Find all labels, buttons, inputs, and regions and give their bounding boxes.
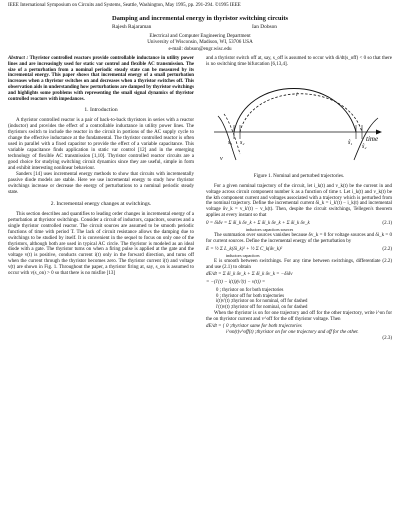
equation-2-1-body: 0 = δiδv = Σ δi_k δv_k + Σ δi_k δv_k + Σ δi_k δv_k (206, 221, 310, 227)
intro-paragraph-2: Sanders [14] uses incremental energy methods to show that circuits with incrementally passive diode models are stable. Here we use incremental energy to study how thyristor switchings increase or decrease the energy of perturbations to a nominal periodic steady state. (8, 172, 194, 196)
label-s2: s₂ (240, 139, 245, 146)
abstract-text: Thyristor controlled reactors provide controllable inductance in utility power lines and are increasingly used for static var control and flexible AC transmission. The size of a perturbation from a nominal periodic steady state can be measured by its incremental energy. This paper shows that incremental energy of a small perturbation increases when a thyristor switches on and decreases when a thyristor switches off. This observation aids in understanding how perturbations are damped by thyristor switchings and highlights some problems with representing the small signal dynamics of thyristor controlled reactors with impedances. (8, 56, 195, 102)
equation-2-3-top: dE/dt = { 0 ;thyristor same for both trajectories (206, 324, 302, 330)
nominal-current-curve (234, 88, 356, 132)
case-4: i'(t)v(t) ;thyristor off for nominal, on for dashed (216, 305, 308, 310)
right-column (206, 56, 392, 344)
case-2: 0 ; thyristor off for both trajectories (216, 293, 285, 299)
left-column (8, 56, 194, 278)
affiliation-email: e-mail: dobson@engr.wisc.edu (168, 45, 232, 52)
paper-title: Damping and incremental energy in thyristor switching circuits (111, 15, 289, 22)
label-current: i (296, 91, 298, 98)
section2-paragraph-1: This section describes and quantifies to leading order changes in incremental energy of a perturbation at thyristor switchings. Consider a circuit of inductors, capacitors, sources and a single thyristor controlled reactor. The circuit sources are assumed to be smooth periodic functions of time with period T. The lack of circuit resistance allows the damping due to switchings to be studied by itself. It is convenient in the sequel to focus on only one of the thyristors, although both are used in typical AC circle. The thyristor is modeled as an ideal diode with a gate. The thyristor turns on when a firing pulse is applied at the gate and the voltage v(t) is positive, conducts current i(t) only in the forward direction, and turns off when the current through the thyristor becomes zero. The thyristor current i(t) and voltage v(t) are shown in Fig. 1. Throughout the paper, a thyristor firing at, say, s_on is assumed to occur with v(s_on) > 0 so that there is no misfire [13] (8, 211, 194, 277)
right-paragraph-3: E is smooth between switchings. For any time between switchings, differentiate (2.2) and use (2.1) to obtain (206, 258, 392, 270)
case-1: 0 ; thyristor on for both trajectories (216, 288, 284, 294)
label-voltage: v (220, 155, 223, 162)
case-3: i(t)v'(t) ;thyristor on for nominal, off for dashed (216, 299, 308, 305)
derivative-line-1: dE/dt = Σ δi_k δv_k + Σ δi_k δv_k = −δiδv (206, 272, 293, 278)
equation-2-3-number: (2.3) (382, 336, 392, 342)
affiliation-dept: Electrical and Computer Engineering Department (149, 33, 251, 39)
perturbed-current-curve (240, 91, 362, 132)
right-paragraph-2: The summation over sources vanishes because δv_k = 0 for voltage sources and δi_k = 0 for current sources. Define the incremental energy of the perturbation by (206, 232, 392, 244)
equation-2-2-body: E = ½ Σ L_k(δi_k)² + ½ Σ C_k(δv_k)² (206, 246, 283, 252)
right-paragraph-1: For a given nominal trajectory of the circuit, let i_k(t) and v_k(t) be the current in and voltage across circuit component number k as a function of time t. Let i_k(t) and v_k(t) be the kth component current and voltages associated with a trajectory which is perturbed from the nominal trajectory. Define the incremental current δi_k = i_k'(t) − i_k(t) and incremental voltage δv_k = v_k'(t) − v_k(t). Then, despite the circuit switchings, Tellegen's theorem applies at every instant so that (206, 183, 392, 219)
section-heading-incremental-energy: 2. Incremental energy changes at switchings. (50, 201, 152, 208)
equation-2-2-number: (2.2) (382, 246, 392, 252)
right-column-continuation: and a thyristor switch off at, say, s_off is assumed to occur with di/dt(s_off) < 0 so that there is no switching time bifurcation [6,13,4]. (206, 56, 392, 67)
equation-2-2-subscripts: inductors capacitors (226, 252, 260, 258)
derivative-cases (206, 288, 392, 310)
time-arrow-icon (376, 129, 382, 134)
right-paragraph-4: When the thyristor is on for one trajectory and off for the other trajectory, write i^on for the on thyristor current and v^off for the off thyristor voltage. Then (206, 310, 392, 322)
label-s1: s₁ (228, 139, 233, 146)
intro-paragraph-1: A thyristor controlled reactor is a pair of back-to-back thyristors in series with a reactor (inductor) and provides the effect of a controllable inductance in utility power lines. The thyristors switch to include the reactor in the circuit in portions of the AC supply cycle to change the effective inductance at the fundamental. The thyristor controlled reactor is often used in parallel with a fixed capacitor to provide the effect of a variable capacitance. This variable capacitance finds application in static var control [12] and in the emerging technology of flexible AC transmission [1,10]. Thyristor controlled reactor circuits are a good choice for studying switching circuit dynamics since they are useful, simple in form and exhibit interesting nonlinear behaviour. (8, 118, 194, 171)
abstract-label: Abstract : (8, 56, 29, 61)
figure-1-trajectories (206, 70, 392, 172)
label-s1-hat: ŝ₁ (348, 139, 353, 146)
equation-2-1-subscripts: inductors capacitors sources (246, 227, 294, 233)
figure-1-caption: Figure 1. Nominal and perturbed trajectories. (253, 173, 345, 179)
abstract (8, 56, 194, 102)
affiliation (0, 33, 400, 52)
author-2: Ian Dobson (252, 24, 278, 30)
equation-2-3 (206, 324, 392, 342)
nominal-voltage-curve (218, 116, 236, 160)
equation-2-3-bottom: i^on(t)v^off(t) ;thyristor on for one trajectory and off for the other. (226, 330, 359, 336)
affiliation-address: University of Wisconsin, Madison, WI, 53706 USA (147, 39, 253, 46)
author-1: Rajesh Rajaraman (112, 24, 152, 30)
equation-2-1-number: (2.1) (382, 221, 392, 227)
label-s2-hat: ŝ₂ (362, 143, 367, 150)
derivative-line-2: = −(i'(t) − i(t))(v'(t) − v(t)) = (206, 280, 266, 286)
section-heading-introduction: 1. Introduction (84, 107, 118, 114)
time-axis-label: time (366, 134, 379, 143)
page-header: IEEE International Symposium on Circuits and Systems, Seattle, Washington, May 1995, pp. 291-294. ©1995 IEEE (8, 3, 241, 8)
